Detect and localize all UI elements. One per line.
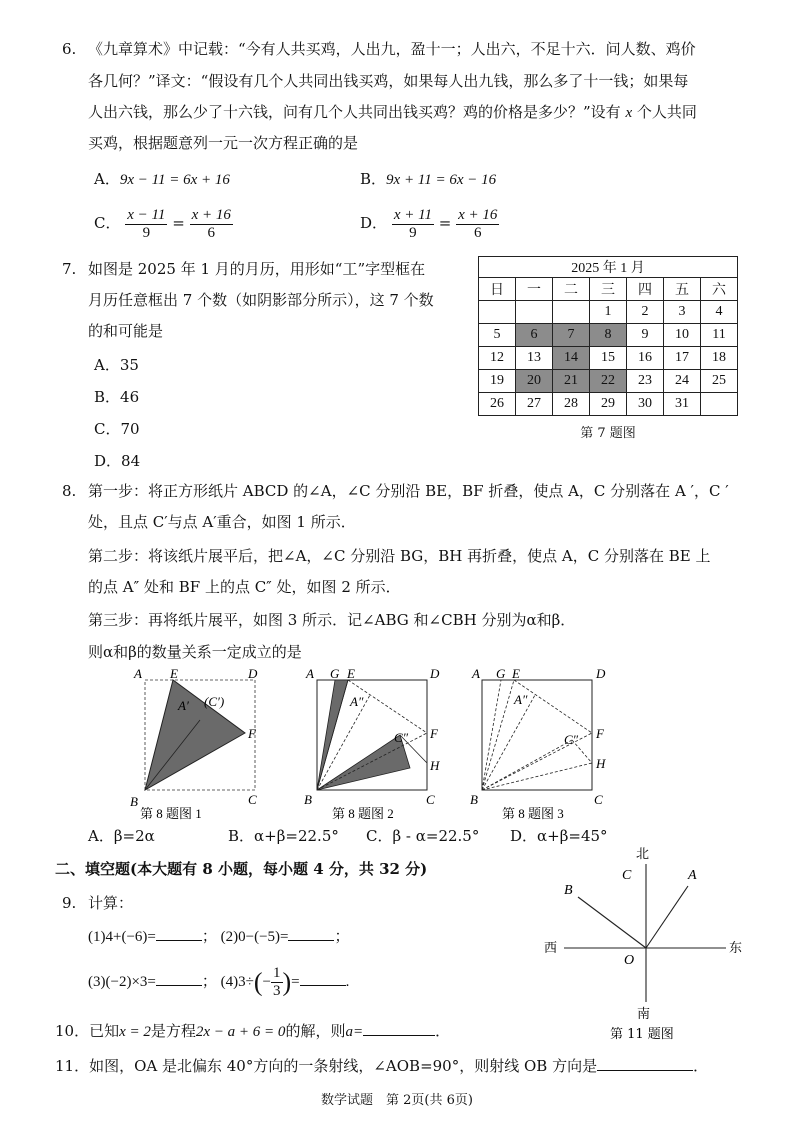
calendar-day-cell — [479, 301, 516, 324]
q8-line2: 处，且点 C′与点 A′重合，如图 1 所示． — [88, 513, 356, 531]
calendar-day-cell: 28 — [553, 393, 590, 416]
q9-intro: 计算： — [88, 894, 134, 912]
calendar-weekday: 五 — [664, 278, 701, 301]
calendar-day-cell: 9 — [627, 324, 664, 347]
calendar-day-cell: 22 — [590, 370, 627, 393]
calendar-weekday: 二 — [553, 278, 590, 301]
q8-line4: 的点 A″ 处和 BF 上的点 C″ 处，如图 2 所示． — [88, 578, 401, 596]
q6-d-frac2: $\frac{x + 16}{6}$ — [458, 206, 498, 241]
q8-option-d: D．α+β=45° — [510, 827, 608, 845]
q9-blank-4[interactable] — [300, 971, 346, 986]
q7-number: 7. — [62, 260, 77, 278]
q11-label-a: A — [688, 868, 697, 883]
q11-label-o: O — [624, 953, 635, 968]
fig1-caption: 第 8 题图 1 — [140, 806, 202, 821]
fig3-label-f: F — [596, 726, 604, 741]
fig2-label-a: A — [306, 666, 314, 681]
q8-option-a: A．β=2α — [88, 827, 155, 845]
fig2-label-f: F — [430, 726, 438, 741]
q11: 11．如图，OA 是北偏东 40°方向的一条射线，∠AOB=90°，则射线 OB 方向是 ． — [55, 1057, 709, 1075]
calendar-day-cell: 26 — [479, 393, 516, 416]
calendar — [478, 256, 738, 441]
calendar-day-cell: 3 — [664, 301, 701, 324]
calendar-weekday: 三 — [590, 278, 627, 301]
q7-line2: 月历任意框出 7 个数（如阴影部分所示），这 7 个数 — [88, 291, 434, 309]
fig2-label-g: G — [330, 666, 340, 681]
q6-number: 6. — [62, 40, 77, 58]
fig3-label-d: D — [596, 666, 606, 681]
fig2-label-d: D — [430, 666, 440, 681]
q8-number: 8. — [62, 482, 77, 500]
calendar-title: 2025 年 1 月 — [479, 257, 738, 278]
q9-blank-3[interactable] — [156, 971, 202, 986]
fig1-label-a-prime: A′ — [178, 698, 189, 713]
calendar-day-cell: 18 — [701, 347, 738, 370]
q11-north: 北 — [636, 847, 650, 862]
calendar-day-cell: 21 — [553, 370, 590, 393]
q8-line1: 第一步：将正方形纸片 ABCD 的∠A，∠C 分别沿 BE，BF 折叠，使点 A，C 分别落在 A ′，C ′ — [88, 482, 729, 500]
calendar-day-cell: 19 — [479, 370, 516, 393]
calendar-day-cell: 11 — [701, 324, 738, 347]
q6-option-d: D． $\frac{x + 11}{9}$ = $\frac{x + 16}{6}$ — [360, 206, 498, 241]
calendar-day-cell: 20 — [516, 370, 553, 393]
q11-label-c: C — [622, 868, 632, 883]
q11-south: 南 — [637, 1007, 651, 1022]
q8-figure-2 — [304, 666, 440, 821]
fig1-label-b: B — [130, 794, 138, 809]
q6-option-c: C． $\frac{x - 11}{9}$ = $\frac{x + 16}{6}$ — [94, 206, 231, 241]
fig2-caption: 第 8 题图 2 — [332, 806, 394, 821]
q11-label-b: B — [564, 883, 573, 898]
q6-line3-text: 人出六钱，那么少了十六钱，问有几个人共同出钱买鸡？鸡的价格是多少？”设有 — [88, 103, 621, 121]
q7-line1: 如图是 2025 年 1 月的月历，用形如“工”字型框在 — [88, 260, 426, 278]
q6-line3-var: x — [625, 105, 633, 121]
calendar-day-cell — [701, 393, 738, 416]
fig3-caption: 第 8 题图 3 — [502, 806, 564, 821]
calendar-day-cell: 31 — [664, 393, 701, 416]
q6-d-frac1: $\frac{x + 11}{9}$ — [393, 206, 432, 241]
page-footer: 数学试题 第 2页(共 6页) — [321, 1093, 473, 1108]
fig2-label-e: E — [347, 666, 355, 681]
calendar-day-cell: 7 — [553, 324, 590, 347]
q9-number: 9. — [62, 894, 77, 912]
q8-option-c: C．β - α=22.5° — [366, 827, 480, 845]
q8-line5: 第三步：再将纸片展平，如图 3 所示．记∠ABG 和∠CBH 分别为α和β． — [88, 611, 576, 629]
q6-c-frac2: $\frac{x + 16}{6}$ — [191, 206, 231, 241]
q6-line1: 《九章算术》中记载：“今有人共买鸡，人出九，盈十一；人出六，不足十六．问人数、鸡价 — [88, 40, 696, 58]
q8-figure-1 — [130, 666, 258, 821]
fig2-label-a-dprime: A″ — [350, 694, 364, 709]
calendar-day-cell: 17 — [664, 347, 701, 370]
q11-figure — [536, 842, 746, 1042]
fig1-label-a: A — [134, 666, 142, 681]
q11-west: 西 — [544, 941, 558, 956]
calendar-day-cell: 30 — [627, 393, 664, 416]
calendar-day-cell: 27 — [516, 393, 553, 416]
q9-frac: $\frac{1}{3}$ — [273, 965, 281, 1000]
calendar-day-cell: 16 — [627, 347, 664, 370]
q7-option-a: A．35 — [94, 356, 139, 374]
fig2-label-b: B — [304, 792, 312, 807]
q11-blank[interactable] — [597, 1056, 693, 1071]
calendar-caption: 第 7 题图 — [580, 426, 636, 441]
q8-line6: 则α和β的数量关系一定成立的是 — [88, 643, 302, 661]
calendar-day-cell: 8 — [590, 324, 627, 347]
fig3-label-h: H — [596, 756, 606, 771]
q7-option-b: B．46 — [94, 388, 140, 406]
q7-option-c: C．70 — [94, 420, 140, 438]
fig2-label-c: C — [426, 792, 435, 807]
fig3-label-a: A — [472, 666, 480, 681]
calendar-day-cell: 25 — [701, 370, 738, 393]
fig3-label-c: C — [594, 792, 603, 807]
calendar-day-cell: 14 — [553, 347, 590, 370]
fig3-label-e: E — [512, 666, 520, 681]
calendar-day-cell: 2 — [627, 301, 664, 324]
q11-caption: 第 11 题图 — [610, 1027, 674, 1042]
calendar-weekday: 四 — [627, 278, 664, 301]
fig1-label-c: C — [248, 792, 257, 807]
fig3-label-a-dprime: A″ — [514, 692, 528, 707]
q10: 10．已知x = 2是方程2x − a + 6 = 0的解，则a= ． — [55, 1022, 451, 1040]
calendar-day-cell: 12 — [479, 347, 516, 370]
q8-figure-3 — [470, 666, 606, 821]
calendar-day-cell: 24 — [664, 370, 701, 393]
q8-figures — [110, 660, 750, 830]
fig2-label-c-dprime: C″ — [394, 730, 409, 745]
calendar-day-cell: 23 — [627, 370, 664, 393]
q8-line3: 第二步：将该纸片展平后，把∠A，∠C 分别沿 BG，BH 再折叠，使点 A，C 分别落在 BE 上 — [88, 547, 711, 565]
q7-option-d: D．84 — [94, 452, 141, 470]
q6-line4: 买鸡，根据题意列一元一次方程正确的是 — [88, 134, 359, 152]
q9-blank-1[interactable] — [156, 926, 202, 941]
calendar-day-cell: 10 — [664, 324, 701, 347]
fig1-label-d: D — [248, 666, 258, 681]
calendar-day-cell: 6 — [516, 324, 553, 347]
calendar-day-cell: 4 — [701, 301, 738, 324]
q9-blank-2[interactable] — [288, 926, 334, 941]
calendar-day-cell — [516, 301, 553, 324]
fig1-label-f: F — [248, 726, 256, 741]
q8-option-b: B．α+β=22.5° — [228, 827, 339, 845]
fig3-label-g: G — [496, 666, 506, 681]
q6-option-b: B．9x + 11 = 6x − 16 — [360, 170, 497, 188]
q7-line3: 的和可能是 — [88, 322, 164, 340]
calendar-weekday: 一 — [516, 278, 553, 301]
q10-blank[interactable] — [363, 1021, 435, 1036]
calendar-weekday: 六 — [701, 278, 738, 301]
fig2-label-h: H — [430, 758, 440, 773]
fig1-label-c-prime: (C′) — [204, 694, 225, 709]
calendar-day-cell — [553, 301, 590, 324]
fig1-label-e: E — [170, 666, 178, 681]
calendar-day-cell: 5 — [479, 324, 516, 347]
section2-title: 二、填空题(本大题有 8 小题，每小题 4 分，共 32 分) — [55, 860, 428, 878]
fig3-label-b: B — [470, 792, 478, 807]
calendar-day-cell: 29 — [590, 393, 627, 416]
q9-row1: (1)4+(−6)= ； (2)0−(−5)= ； — [88, 926, 350, 948]
q6-line3-tail: 个人共同 — [636, 103, 697, 121]
q9-row2: (3)(−2)×3= ； (4)3÷(− $\frac{1}{3}$ )= . — [88, 965, 350, 1000]
q6-line3 — [88, 101, 697, 124]
q11-east: 东 — [729, 941, 743, 956]
calendar-day-cell: 15 — [590, 347, 627, 370]
calendar-day-cell: 13 — [516, 347, 553, 370]
q6-option-a: A．9x − 11 = 6x + 16 — [94, 170, 230, 188]
calendar-table — [478, 256, 738, 416]
calendar-weekday: 日 — [479, 278, 516, 301]
calendar-day-cell: 1 — [590, 301, 627, 324]
q6-line2: 各几何？”译文：“假设有几个人共同出钱买鸡，如果每人出九钱，那么多了十一钱；如果每 — [88, 72, 689, 90]
fig3-label-c-dprime: C″ — [564, 732, 579, 747]
q6-c-frac1: $\frac{x - 11}{9}$ — [127, 206, 166, 241]
